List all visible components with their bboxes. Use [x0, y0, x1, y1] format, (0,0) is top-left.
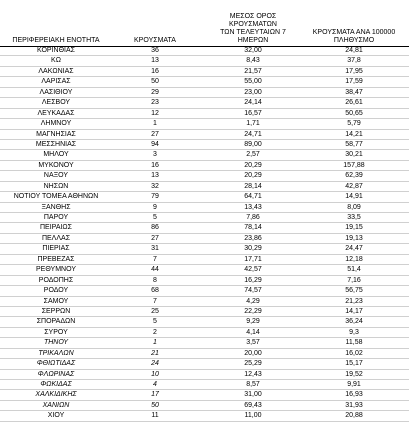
table-row	[0, 67, 409, 77]
region-cell: ΜΑΓΝΗΣΙΑΣ	[36, 130, 76, 138]
per100k-cell: 42,87	[345, 182, 363, 190]
region-cell: ΛΗΜΝΟΥ	[40, 120, 72, 128]
table-row	[0, 46, 409, 56]
region-cell: ΝΟΤΙΟΥ ΤΟΜΕΑ ΑΘΗΝΩΝ	[13, 193, 99, 201]
table-row	[0, 182, 409, 192]
avg-cell: 23,00	[244, 88, 262, 96]
avg-cell: 7,86	[246, 214, 260, 221]
table-row	[0, 150, 409, 160]
cases-cell: 68	[151, 287, 159, 295]
table-row	[0, 411, 409, 421]
per100k-cell: 26,61	[345, 99, 363, 107]
region-cell: ΜΥΚΟΝΟΥ	[38, 161, 74, 169]
avg-cell: 4,14	[246, 328, 260, 336]
table-row	[0, 56, 409, 66]
region-cell: ΛΑΡΙΣΑΣ	[41, 78, 71, 86]
table-row	[0, 349, 409, 359]
cases-cell: 5	[153, 214, 157, 221]
table-row	[0, 213, 409, 223]
per100k-cell: 9,91	[347, 381, 361, 388]
cases-cell: 50	[151, 401, 159, 409]
per100k-cell: 51,4	[347, 266, 361, 274]
region-cell: ΡΟΔΟΠΗΣ	[38, 276, 74, 284]
cases-cell: 9	[153, 203, 157, 211]
per100k-cell: 38,47	[345, 88, 363, 96]
table-row	[0, 88, 409, 98]
cases-cell: 7	[153, 255, 157, 263]
avg-cell: 23,86	[244, 234, 262, 242]
per100k-cell: 58,77	[345, 140, 363, 148]
table-row	[0, 98, 409, 108]
avg-cell: 78,14	[244, 224, 262, 232]
region-cell: ΚΩ	[51, 57, 61, 65]
avg-cell: 69,43	[244, 401, 262, 409]
per100k-cell: 8,09	[347, 203, 361, 211]
per100k-cell: 36,24	[345, 318, 363, 326]
per100k-cell: 16,02	[345, 349, 363, 357]
cases-cell: 17	[151, 391, 159, 399]
header-per-100k	[306, 29, 402, 45]
per100k-cell: 50,65	[345, 109, 363, 117]
region-cell: ΣΥΡΟΥ	[44, 328, 68, 336]
avg-cell: 20,29	[244, 172, 262, 180]
avg-cell: 1,71	[246, 120, 260, 128]
region-cell: ΣΑΜΟΥ	[43, 297, 69, 305]
per100k-cell: 24,47	[345, 245, 363, 253]
avg-cell: 11,00	[244, 412, 262, 420]
cases-cell: 13	[151, 172, 159, 180]
cases-cell: 94	[151, 140, 159, 148]
avg-cell: 13,43	[244, 203, 262, 211]
per100k-cell: 14,21	[345, 130, 363, 138]
avg-cell: 17,71	[244, 255, 262, 263]
cases-cell: 23	[151, 99, 159, 107]
per100k-cell: 21,23	[345, 297, 363, 305]
table-row	[0, 370, 409, 380]
avg-cell: 32,00	[244, 47, 262, 54]
cases-cell: 29	[151, 88, 159, 96]
header-avg-line1: ΜΕΣΟΣ ΟΡΟΣ ΚΡΟΥΣΜΑΤΩΝ	[229, 13, 277, 28]
avg-cell: 21,57	[244, 67, 262, 75]
table-row	[0, 328, 409, 338]
table-row	[0, 130, 409, 140]
region-cell: ΦΩΚΙΔΑΣ	[40, 381, 72, 388]
header-avg-7-days	[208, 13, 298, 45]
avg-cell: 4,29	[246, 297, 260, 305]
cases-cell: 1	[153, 339, 157, 347]
per100k-cell: 16,93	[345, 391, 363, 399]
per100k-cell: 19,15	[345, 224, 363, 232]
cases-cell: 4	[153, 381, 157, 388]
header-avg-line2: ΤΩΝ ΤΕΛΕΥΤΑΙΩΝ 7 ΗΜΕΡΩΝ	[220, 29, 286, 44]
cases-cell: 1	[153, 120, 157, 128]
per100k-cell: 157,88	[343, 161, 365, 169]
header-cases: ΚΡΟΥΣΜΑΤΑ	[134, 37, 176, 44]
region-cell: ΠΙΕΡΙΑΣ	[42, 245, 70, 253]
table-row	[0, 307, 409, 317]
cases-cell: 8	[153, 276, 157, 284]
header-per100-line1: ΚΡΟΥΣΜΑΤΑ ΑΝΑ 100000	[312, 29, 396, 36]
region-cell: ΚΟΡΙΝΘΙΑΣ	[37, 47, 75, 54]
per100k-cell: 37,8	[347, 57, 361, 65]
cases-cell: 25	[151, 307, 159, 315]
table-row	[0, 401, 409, 411]
per100k-cell: 62,39	[345, 172, 363, 180]
cases-cell: 10	[151, 370, 159, 378]
per100k-cell: 19,52	[345, 370, 363, 378]
table-row	[0, 286, 409, 296]
cases-cell: 50	[151, 78, 159, 86]
avg-cell: 24,14	[244, 99, 262, 107]
avg-cell: 2,57	[246, 151, 260, 159]
per100k-cell: 24,81	[345, 47, 363, 54]
per100k-cell: 31,93	[345, 401, 363, 409]
region-cell: ΣΠΟΡΑΔΩΝ	[36, 318, 76, 326]
cases-cell: 7	[153, 297, 157, 305]
region-cell: ΛΕΣΒΟΥ	[41, 99, 71, 107]
avg-cell: 24,71	[244, 130, 262, 138]
cases-cell: 2	[153, 328, 157, 336]
table-row	[0, 390, 409, 400]
table-row	[0, 192, 409, 202]
per100k-cell: 19,13	[345, 234, 363, 242]
per100k-cell: 56,75	[345, 287, 363, 295]
cases-cell: 79	[151, 193, 159, 201]
table-row	[0, 317, 409, 327]
per100k-cell: 7,16	[347, 276, 361, 284]
table-body	[0, 46, 409, 422]
per100k-cell: 33,5	[347, 214, 361, 221]
table-row	[0, 171, 409, 181]
region-cell: ΤΡΙΚΑΛΩΝ	[38, 349, 74, 357]
region-cell: ΡΟΔΟΥ	[43, 287, 69, 295]
region-cell: ΦΘΙΩΤΙΔΑΣ	[36, 360, 76, 368]
table-row	[0, 244, 409, 254]
per100k-cell: 12,18	[345, 255, 363, 263]
table-header	[0, 13, 409, 47]
table-row	[0, 338, 409, 348]
table-row	[0, 380, 409, 390]
avg-cell: 16,57	[244, 109, 262, 117]
cases-cell: 36	[151, 47, 159, 54]
table-row	[0, 140, 409, 150]
region-cell: ΜΕΣΣΗΝΙΑΣ	[35, 140, 77, 148]
table-row	[0, 119, 409, 129]
region-cell: ΠΡΕΒΕΖΑΣ	[37, 255, 75, 263]
header-per100-line2: ΠΛΗΘΥΣΜΟ	[333, 37, 375, 44]
table-row	[0, 359, 409, 369]
cases-cell: 31	[151, 245, 159, 253]
per100k-cell: 15,17	[345, 360, 363, 368]
avg-cell: 28,14	[244, 182, 262, 190]
region-cell: ΛΑΚΩΝΙΑΣ	[38, 67, 74, 75]
per100k-cell: 14,17	[345, 307, 363, 315]
cases-cell: 27	[151, 234, 159, 242]
per100k-cell: 30,21	[345, 151, 363, 159]
region-cell: ΧΑΝΙΩΝ	[42, 401, 70, 409]
cases-cell: 16	[151, 161, 159, 169]
per100k-cell: 14,91	[345, 193, 363, 201]
per100k-cell: 20,88	[345, 412, 363, 420]
avg-cell: 25,29	[244, 360, 262, 368]
cases-cell: 16	[151, 67, 159, 75]
avg-cell: 30,29	[244, 245, 262, 253]
avg-cell: 20,00	[244, 349, 262, 357]
per100k-cell: 17,59	[345, 78, 363, 86]
avg-cell: 64,71	[244, 193, 262, 201]
region-cell: ΡΕΘΥΜΝΟΥ	[35, 266, 76, 274]
avg-cell: 42,57	[244, 266, 262, 274]
per100k-cell: 17,95	[345, 67, 363, 75]
cases-cell: 13	[151, 57, 159, 65]
avg-cell: 55,00	[244, 78, 262, 86]
table-row	[0, 234, 409, 244]
table-row	[0, 161, 409, 171]
region-cell: ΝΗΣΩΝ	[43, 182, 69, 190]
avg-cell: 20,29	[244, 161, 262, 169]
region-cell: ΣΕΡΡΩΝ	[41, 307, 71, 315]
table-row	[0, 77, 409, 87]
avg-cell: 12,43	[244, 370, 262, 378]
avg-cell: 74,57	[244, 287, 262, 295]
region-cell: ΜΗΛΟΥ	[43, 151, 69, 159]
avg-cell: 31,00	[244, 391, 262, 399]
table-row	[0, 297, 409, 307]
header-region: ΠΕΡΙΦΕΡΕΙΑΚΗ ΕΝΟΤΗΤΑ	[12, 37, 100, 44]
region-cell: ΠΕΙΡΑΙΩΣ	[40, 224, 72, 232]
cases-cell: 3	[153, 151, 157, 159]
region-cell: ΧΑΛΚΙΔΙΚΗΣ	[35, 391, 77, 399]
region-cell: ΠΑΡΟΥ	[43, 214, 69, 221]
region-cell: ΛΕΥΚΑΔΑΣ	[37, 109, 75, 117]
cases-cell: 11	[151, 412, 159, 420]
region-cell: ΧΙΟΥ	[47, 412, 65, 420]
cases-cell: 44	[151, 266, 159, 274]
region-cell: ΤΗΝΟΥ	[43, 339, 69, 347]
per100k-cell: 9,3	[349, 328, 359, 336]
table-row	[0, 223, 409, 233]
region-cell: ΛΑΣΙΘΙΟΥ	[39, 88, 73, 96]
avg-cell: 89,00	[244, 140, 262, 148]
region-cell: ΞΑΝΘΗΣ	[41, 203, 71, 211]
region-cell: ΝΑΞΟΥ	[43, 172, 69, 180]
cases-cell: 24	[151, 360, 159, 368]
cases-cell: 21	[151, 349, 159, 357]
table-row	[0, 276, 409, 286]
cases-cell: 86	[151, 224, 159, 232]
table-row	[0, 265, 409, 275]
cases-cell: 12	[151, 109, 159, 117]
per100k-cell: 5,79	[347, 120, 361, 128]
table-row	[0, 255, 409, 265]
avg-cell: 16,29	[244, 276, 262, 284]
avg-cell: 8,43	[246, 57, 260, 65]
table-row	[0, 203, 409, 213]
avg-cell: 3,57	[246, 339, 260, 347]
per100k-cell: 11,58	[345, 339, 363, 347]
cases-cell: 32	[151, 182, 159, 190]
region-cell: ΠΕΛΛΑΣ	[41, 234, 71, 242]
table-row	[0, 109, 409, 119]
avg-cell: 22,29	[244, 307, 262, 315]
cases-cell: 27	[151, 130, 159, 138]
region-cell: ΦΛΩΡΙΝΑΣ	[37, 370, 75, 378]
cases-cell: 5	[153, 318, 157, 326]
avg-cell: 9,29	[246, 318, 260, 326]
avg-cell: 8,57	[246, 381, 260, 388]
